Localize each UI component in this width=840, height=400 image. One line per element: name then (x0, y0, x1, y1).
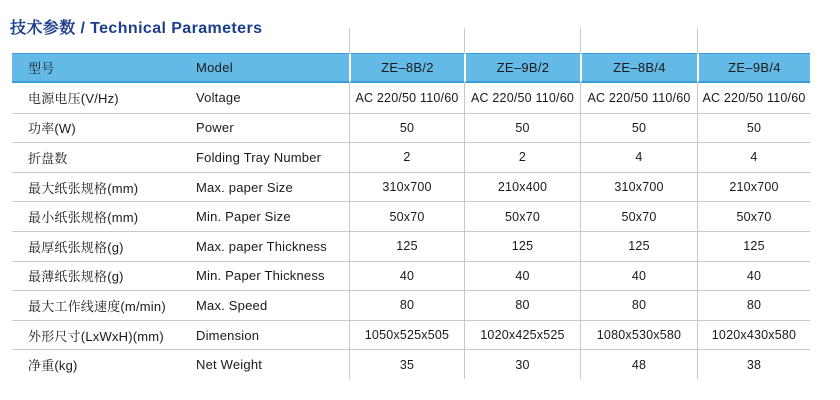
table-row (12, 231, 810, 261)
table-row (12, 349, 810, 379)
row-value: 48 (580, 349, 697, 379)
row-label-en: Power (193, 113, 349, 143)
column-tick-line (697, 28, 698, 53)
row-value: 38 (697, 349, 810, 379)
row-label-cn: 外形尺寸(LxWxH)(mm) (12, 320, 193, 350)
table-row (12, 142, 810, 172)
row-value: 1080x530x580 (580, 320, 697, 350)
row-label-en: Max. Speed (193, 290, 349, 320)
row-value: 1050x525x505 (349, 320, 464, 350)
header-model-ze8b2: ZE–8B/2 (349, 53, 464, 83)
row-value: 125 (349, 231, 464, 261)
row-value: 125 (697, 231, 810, 261)
row-value: 80 (349, 290, 464, 320)
row-value: 310x700 (580, 172, 697, 202)
header-row (12, 53, 810, 83)
row-label-cn: 最小纸张规格(mm) (12, 201, 193, 231)
row-label-cn: 最大纸张规格(mm) (12, 172, 193, 202)
technical-parameters-table (12, 53, 810, 379)
row-value: AC 220/50 110/60 (464, 83, 580, 113)
row-value: 1020x425x525 (464, 320, 580, 350)
row-value: 310x700 (349, 172, 464, 202)
header-model-ze9b2: ZE–9B/2 (464, 53, 580, 83)
row-value: 50x70 (349, 201, 464, 231)
row-value: 2 (464, 142, 580, 172)
row-value: 80 (464, 290, 580, 320)
row-label-en: Folding Tray Number (193, 142, 349, 172)
row-value: 50x70 (580, 201, 697, 231)
row-label-cn: 折盘数 (12, 142, 193, 172)
page-title: 技术参数 / Technical Parameters (10, 20, 263, 37)
row-value: 210x400 (464, 172, 580, 202)
header-model-ze9b4: ZE–9B/4 (697, 53, 810, 83)
row-label-cn: 功率(W) (12, 113, 193, 143)
row-value: 50x70 (464, 201, 580, 231)
table-row (12, 290, 810, 320)
row-value: 1020x430x580 (697, 320, 810, 350)
row-value: 125 (464, 231, 580, 261)
table-header (12, 53, 810, 83)
row-label-en: Min. Paper Thickness (193, 261, 349, 291)
row-value: AC 220/50 110/60 (349, 83, 464, 113)
row-label-cn: 净重(kg) (12, 349, 193, 379)
row-value: 50 (580, 113, 697, 143)
table-row (12, 320, 810, 350)
row-value: 50 (464, 113, 580, 143)
row-label-cn: 最大工作线速度(m/min) (12, 290, 193, 320)
row-value: 210x700 (697, 172, 810, 202)
table-row (12, 113, 810, 143)
header-model-cn: 型号 (12, 53, 193, 83)
column-tick-line (464, 28, 465, 53)
header-model-en: Model (193, 53, 349, 83)
table-row (12, 172, 810, 202)
row-value: 50 (697, 113, 810, 143)
row-value: 35 (349, 349, 464, 379)
row-value: 50 (349, 113, 464, 143)
row-value: 4 (697, 142, 810, 172)
row-value: 40 (349, 261, 464, 291)
row-value: AC 220/50 110/60 (697, 83, 810, 113)
table-row (12, 201, 810, 231)
row-value: 30 (464, 349, 580, 379)
row-value: 80 (697, 290, 810, 320)
row-value: 40 (464, 261, 580, 291)
column-tick-line (580, 28, 581, 53)
column-tick-line (349, 28, 350, 53)
row-value: 2 (349, 142, 464, 172)
row-label-en: Dimension (193, 320, 349, 350)
row-value: 4 (580, 142, 697, 172)
row-value: 50x70 (697, 201, 810, 231)
row-label-en: Voltage (196, 90, 241, 106)
row-label-en: Net Weight (193, 349, 349, 379)
row-label-en: Min. Paper Size (193, 201, 349, 231)
row-value: AC 220/50 110/60 (580, 83, 697, 113)
table-row (12, 83, 810, 113)
table-row (12, 261, 810, 291)
row-value: 40 (697, 261, 810, 291)
table-body (12, 83, 810, 379)
row-label-en: Max. paper Thickness (193, 231, 349, 261)
row-label-cn: 最薄纸张规格(g) (12, 261, 193, 291)
row-value: 40 (580, 261, 697, 291)
header-model-ze8b4: ZE–8B/4 (580, 53, 697, 83)
row-label-en: Max. paper Size (193, 172, 349, 202)
row-value: 80 (580, 290, 697, 320)
row-label-cn: 最厚纸张规格(g) (12, 231, 193, 261)
row-label-cn: 电源电压(V/Hz) (28, 91, 119, 107)
row-value: 125 (580, 231, 697, 261)
